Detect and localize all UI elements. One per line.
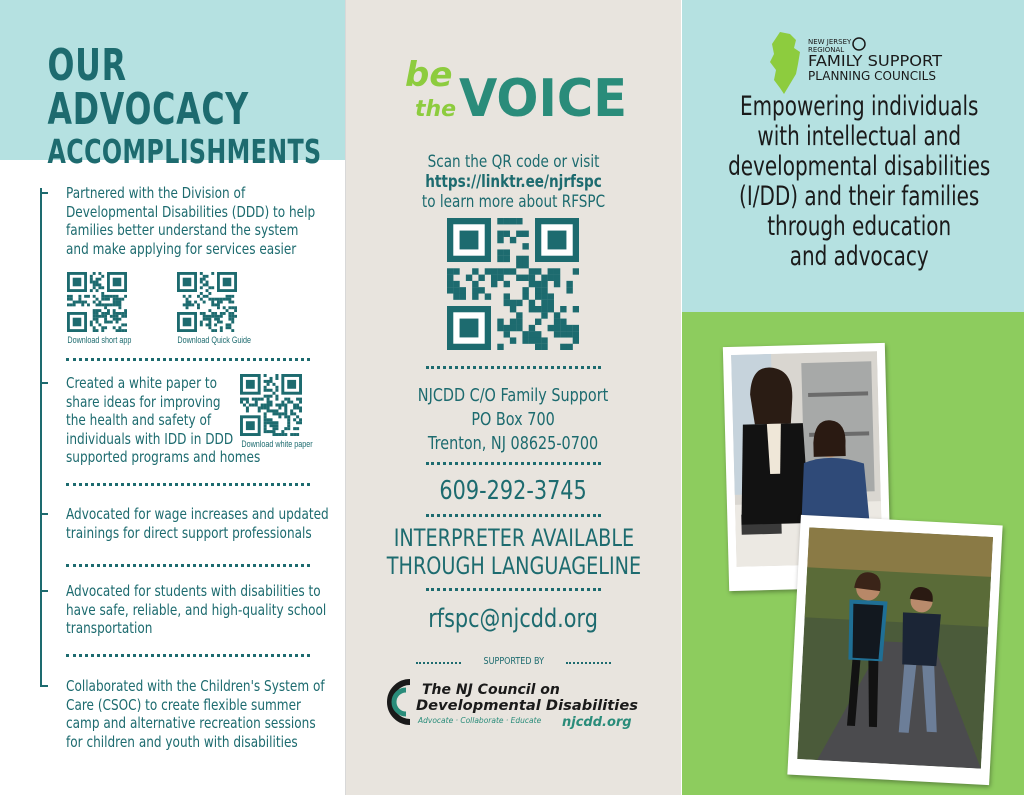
text-line: camp and alternative recreation sessions [66, 714, 316, 732]
text-line: for children and youth with disabilities [66, 732, 298, 751]
advocacy-title [0, 40, 322, 171]
divider [426, 588, 601, 591]
left-panel [0, 0, 346, 795]
right-header [682, 0, 1024, 312]
bullet-5 [40, 685, 48, 687]
text-line: transportation [66, 619, 153, 637]
tagline-line: and advocacy [789, 241, 929, 272]
accomplishment-4 [66, 582, 326, 638]
qr-quick-guide[interactable] [170, 272, 252, 345]
divider [426, 514, 601, 517]
divider [66, 358, 310, 361]
text-line: share ideas for improving [66, 392, 221, 411]
logo-be: be [405, 55, 453, 95]
scan-line: to learn more about RFSPC [421, 192, 606, 212]
logo-line-3: FAMILY SUPPORT [808, 52, 943, 70]
qr-short-app[interactable] [60, 272, 134, 345]
njcdd-logo [386, 672, 646, 732]
photo-outdoor [787, 515, 1002, 785]
accomplishment-2 [66, 374, 260, 467]
nj-family-support-logo [766, 30, 946, 100]
bullet-4 [40, 590, 48, 592]
left-header [0, 0, 345, 171]
interpreter-note [346, 524, 681, 580]
council-site: njcdd.org [562, 715, 632, 730]
text-line: Care (CSOC) to create flexible summer [66, 695, 301, 714]
qr-code-icon [67, 272, 127, 332]
accomplishment-3 [66, 505, 329, 542]
logo-line-4: PLANNING COUNCILS [808, 69, 936, 83]
phone-text: 609-292-3745 [439, 476, 588, 506]
mission-tagline [682, 92, 1024, 272]
bullet-2 [40, 382, 48, 384]
accomplishment-5 [66, 677, 325, 751]
council-inner-arc-icon [394, 690, 406, 714]
qr-caption: Download Quick Guide [177, 335, 252, 345]
qr-code-icon [240, 374, 302, 436]
logo-voice: VOICE [459, 69, 627, 129]
council-tagline: Advocate · Collaborate · Educate [418, 716, 542, 725]
linktree-link[interactable]: https://linktr.ee/njrfspc [425, 172, 602, 192]
be-the-voice-logo [401, 50, 631, 130]
tagline-line: developmental disabilities [728, 151, 991, 182]
title-line-1: OUR ADVOCACY [47, 40, 249, 135]
text-line: supported programs and homes [66, 448, 261, 466]
text-line: have safe, reliable, and high-quality school [66, 600, 327, 619]
supported-by-text: SUPPORTED BY [483, 656, 544, 667]
main-qr-code-icon[interactable] [447, 218, 579, 350]
logo-line-2: REGIONAL [808, 46, 845, 54]
scan-instructions [346, 152, 681, 212]
photo-outdoor-image [797, 527, 993, 768]
text-line: and make applying for services easier [66, 239, 297, 258]
accomplishment-1 [66, 184, 315, 258]
address-line: Trenton, NJ 08625-0700 [428, 433, 599, 454]
title-line-2: ACCOMPLISHMENTS [47, 132, 322, 171]
email-address[interactable] [346, 604, 681, 634]
qr-caption: Download short app [67, 335, 132, 345]
divider [66, 654, 310, 657]
middle-panel [346, 0, 681, 795]
text-line: the health and safety of [66, 411, 212, 429]
new-jersey-map-icon [770, 32, 800, 94]
qr-white-paper[interactable] [234, 374, 313, 449]
text-line: Advocated for students with disabilities to [66, 582, 321, 600]
interpreter-line: INTERPRETER AVAILABLE [393, 524, 634, 552]
divider [426, 462, 601, 465]
tagline-line: (I/DD) and their families [739, 181, 980, 212]
text-line: trainings for direct support professionals [66, 523, 312, 542]
family-emblem-icon [853, 38, 865, 50]
scan-line: Scan the QR code or visit [427, 152, 600, 172]
text-line: families better understand the system [66, 221, 299, 239]
timeline-line [40, 188, 42, 686]
bullet-3 [40, 513, 48, 515]
text-line: Developmental Disabilities (DDD) to help [66, 202, 316, 221]
divider [66, 564, 310, 567]
text-line: Collaborated with the Children's System of [66, 677, 325, 695]
qr-caption: Download white paper [241, 439, 313, 449]
address-line: PO Box 700 [471, 409, 556, 430]
tagline-line: with intellectual and [757, 121, 962, 152]
qr-code-icon [177, 272, 237, 332]
right-panel [682, 0, 1024, 795]
address-line: NJCDD C/O Family Support [418, 385, 609, 406]
logo-the: the [415, 97, 457, 122]
council-name-2: Developmental Disabilities [416, 698, 639, 714]
logo-line-1: NEW JERSEY [808, 38, 852, 46]
tagline-line: through education [767, 211, 952, 242]
supported-by-label [346, 655, 681, 669]
phone-number[interactable] [346, 476, 681, 506]
interpreter-line: THROUGH LANGUAGELINE [386, 552, 641, 580]
text-line: Created a white paper to [66, 374, 218, 392]
text-line: Partnered with the Division of [66, 184, 246, 202]
tagline-line: Empowering individuals [739, 91, 979, 122]
council-name-1: The NJ Council on [422, 682, 560, 698]
divider [426, 366, 601, 369]
mailing-address [346, 384, 681, 456]
bullet-1 [40, 192, 48, 194]
divider [66, 483, 310, 486]
text-line: individuals with IDD in DDD [66, 429, 234, 448]
text-line: Advocated for wage increases and updated [66, 505, 329, 523]
email-text: rfspc@njcdd.org [428, 604, 599, 634]
